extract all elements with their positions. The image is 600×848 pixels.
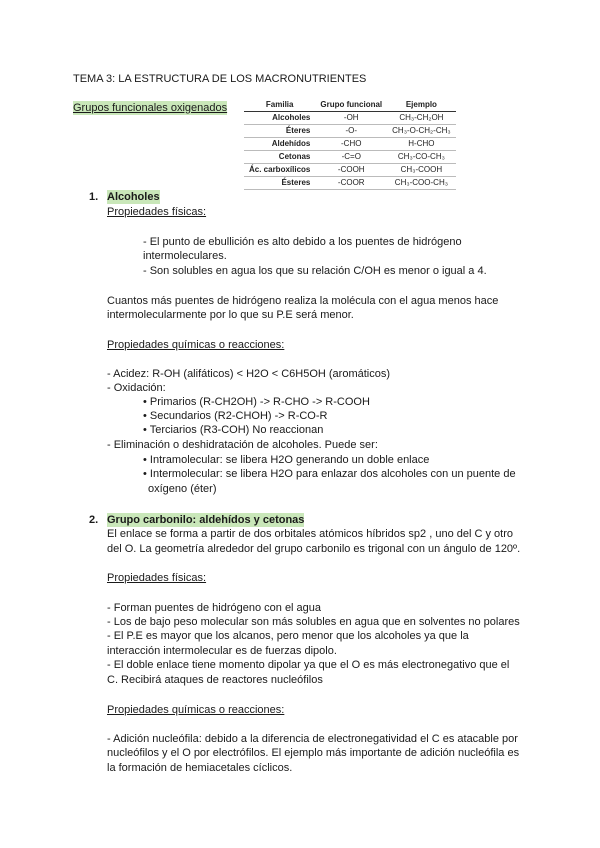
paragraph: intermolecularmente por lo que su P.E será menor. (107, 309, 354, 321)
example-cell: CH₃-O-CH₂-CH₃ (387, 125, 456, 138)
chemical-props-heading: Propiedades químicas o reacciones: (107, 704, 285, 716)
bullet-item: oxígeno (éter) (148, 483, 217, 495)
group-cell: -OH (315, 112, 387, 125)
bullet-item: • Terciarios (R3-COH) No reaccionan (143, 424, 324, 436)
group-cell: -CHO (315, 138, 387, 151)
list-item: intermoleculares. (143, 250, 227, 262)
bullet-item: • Secundarios (R2-CHOH) -> R-CO-R (143, 410, 328, 422)
table-header: Ejemplo (387, 99, 456, 112)
family-cell: Aldehídos (244, 138, 315, 151)
example-cell: CH₃-COOH (387, 164, 456, 177)
list-item: - Adición nucleófila: debido a la diferencia de electronegatividad el C es atacable por (107, 733, 518, 745)
list-item: - Acidez: R-OH (alifáticos) < H2O < C6H5OH (aromáticos) (107, 368, 391, 380)
example-cell: CH₃-CH₂OH (387, 112, 456, 125)
section-1-number: 1. (89, 191, 99, 203)
list-item: la formación de hemiacetales cíclicos. (107, 762, 293, 774)
bullet-item: • Intermolecular: se libera H2O para enlazar dos alcoholes con un puente de (143, 468, 516, 480)
family-cell: Ác. carboxílicos (244, 164, 315, 177)
table-row (244, 177, 456, 190)
list-item: interacción intermolecular es de fuerzas dipolo. (107, 645, 337, 657)
list-item: - Los de bajo peso molecular son más solubles en agua que en solventes no polares (107, 616, 520, 628)
example-cell: H-CHO (387, 138, 456, 151)
section-2-heading: Grupo carbonilo: aldehídos y cetonas (107, 514, 305, 526)
section-2-number: 2. (89, 514, 99, 526)
table-row (244, 138, 456, 151)
paragraph: Cuantos más puentes de hidrógeno realiza la molécula con el agua menos hace (107, 295, 499, 307)
table-header: Familia (244, 99, 315, 112)
list-item: - Oxidación: (107, 382, 166, 394)
functional-groups-table (244, 99, 456, 190)
group-cell: -O- (315, 125, 387, 138)
table-row (244, 151, 456, 164)
table-row (244, 125, 456, 138)
section-1-heading: Alcoholes (107, 191, 160, 203)
list-item: - El P.E es mayor que los alcanos, pero menor que los alcoholes ya que la (107, 630, 469, 642)
bullet-item: • Intramolecular: se libera H2O generando un doble enlace (143, 454, 430, 466)
family-cell: Cetonas (244, 151, 315, 164)
list-item: - El doble enlace tiene momento dipolar ya que el O es más electronegativo que el (107, 659, 510, 671)
bullet-item: • Primarios (R-CH2OH) -> R-CHO -> R-COOH (143, 396, 370, 408)
physical-props-heading: Propiedades físicas: (107, 572, 207, 584)
example-cell: CH₃-COO-CH₃ (387, 177, 456, 190)
list-item: - El punto de ebullición es alto debido a los puentes de hidrógeno (143, 236, 462, 248)
list-item: - Son solubles en agua los que su relación C/OH es menor o igual a 4. (143, 265, 487, 277)
example-cell: CH₃-CO-CH₃ (387, 151, 456, 164)
group-cell: -COOR (315, 177, 387, 190)
family-cell: Ésteres (244, 177, 315, 190)
list-item: nucleófilos y el O por electrófilos. El ejemplo más importante de adición nucleófila es (107, 747, 520, 759)
family-cell: Alcoholes (244, 112, 315, 125)
list-item: C. Recibirá ataques de reactores nucleófilos (107, 674, 323, 686)
table-row (244, 164, 456, 177)
list-item: - Eliminación o deshidratación de alcoholes. Puede ser: (107, 439, 378, 451)
chemical-props-heading: Propiedades químicas o reacciones: (107, 339, 285, 351)
page-title: TEMA 3: LA ESTRUCTURA DE LOS MACRONUTRIENTES (73, 73, 367, 85)
family-cell: Éteres (244, 125, 315, 138)
physical-props-heading: Propiedades físicas: (107, 206, 207, 218)
section-label: Grupos funcionales oxigenados (73, 102, 228, 114)
paragraph: del O. La geometría alrededor del grupo carbonilo es trigonal con un ángulo de 120º. (107, 543, 521, 555)
list-item: - Forman puentes de hidrógeno con el agua (107, 602, 322, 614)
group-cell: -COOH (315, 164, 387, 177)
paragraph: El enlace se forma a partir de dos orbitales atómicos híbridos sp2 , uno del C y otro (107, 528, 513, 540)
table-header: Grupo funcional (315, 99, 387, 112)
group-cell: -C=O (315, 151, 387, 164)
table-row (244, 112, 456, 125)
